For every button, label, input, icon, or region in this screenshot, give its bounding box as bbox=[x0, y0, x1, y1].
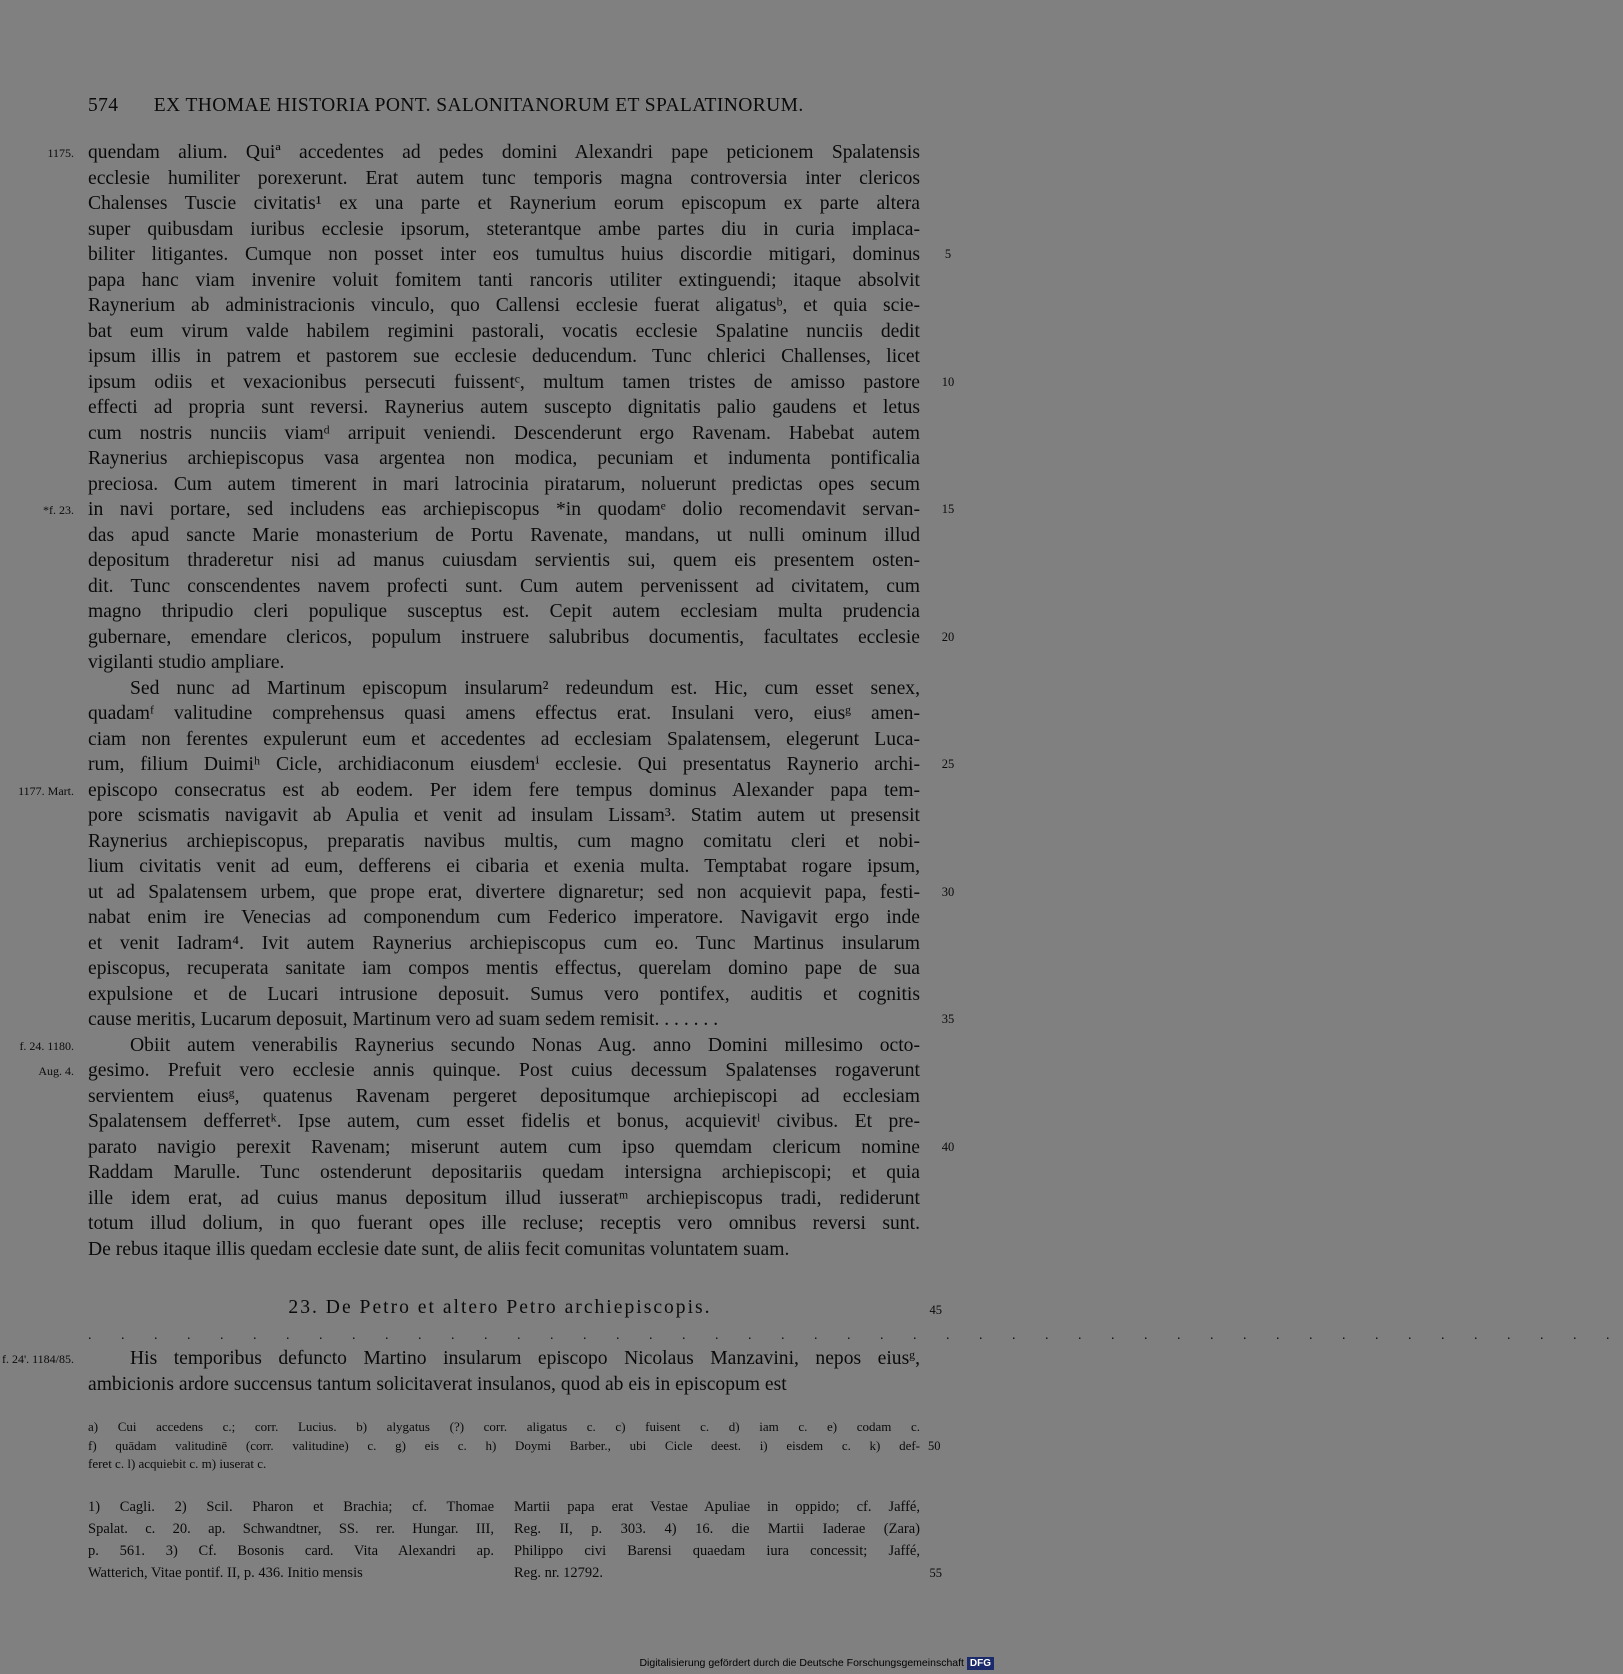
text-line bbox=[88, 268, 920, 294]
line-text: gubernare, emendare clericos, populum instruere salubribus documentis, facultates ecclesie bbox=[88, 626, 920, 648]
text-line bbox=[88, 752, 955, 778]
text-line bbox=[18, 778, 920, 804]
dfg-logo: DFG bbox=[967, 1657, 994, 1670]
line-text: cum nostris nunciis viamᵈ arripuit veniendi. Descenderunt ergo Ravenam. Habebat autem bbox=[88, 422, 920, 444]
critical-apparatus bbox=[88, 1418, 941, 1474]
line-text: rum, filium Duimiʰ Cicle, archidiaconum eiusdemⁱ ecclesie. Qui presentatus Raynerio archi- bbox=[88, 754, 920, 775]
text-line bbox=[88, 1007, 955, 1033]
footnote-line: p. 561. 3) Cf. Bosonis card. Vita Alexandri ap. bbox=[88, 1543, 494, 1559]
text-line bbox=[88, 1135, 955, 1161]
line-text: depositum thraderetur nisi ad manus cuiusdam servientis sui, quem eis presentem osten- bbox=[88, 550, 920, 571]
margin-date: f. 24'. 1184/85. bbox=[1, 1352, 74, 1366]
apparatus-text: a) Cui accedens c.; corr. Lucius. b) alygatus (?) corr. aligatus c. c) fuisent c. d) iam c. e) codam c. bbox=[88, 1419, 920, 1434]
text-line bbox=[88, 1109, 920, 1135]
line-text: ciam non ferentes expulerunt eum et accedentes ad ecclesiam Spalatensem, elegerunt Luca- bbox=[88, 728, 920, 750]
line-number: 40 bbox=[941, 1139, 955, 1154]
text-line bbox=[88, 1160, 920, 1186]
text-line bbox=[88, 1237, 920, 1263]
text-line bbox=[19, 1033, 920, 1059]
page-number: 574 bbox=[88, 95, 119, 116]
line-text: effecti ad propria sunt reversi. Raynerius autem suscepto dignitatis palio gaudens et letus bbox=[88, 397, 920, 418]
text-line bbox=[88, 599, 920, 625]
apparatus-line bbox=[88, 1455, 920, 1474]
footnote-line-number: 55 bbox=[929, 1566, 942, 1580]
line-number: 20 bbox=[941, 629, 955, 644]
line-number: 10 bbox=[941, 374, 955, 389]
text-line bbox=[88, 395, 920, 421]
line-text: biliter litigantes. Cumque non posset inter eos tumultus huius discordie mitigari, dominus bbox=[88, 244, 920, 265]
footnote-line: 1) Cagli. 2) Scil. Pharon et Brachia; cf. Thomae bbox=[88, 1499, 494, 1515]
margin-date: 1177. Mart. bbox=[18, 783, 74, 798]
text-line bbox=[88, 982, 920, 1008]
line-text: nabat enim ire Venecias ad componendum cum Federico imperatore. Navigavit ergo inde bbox=[88, 907, 920, 928]
line-text: Raddam Marulle. Tunc ostenderunt depositariis quedam intersigna archiepiscopi; et quia bbox=[88, 1162, 920, 1183]
ellipsis-dots: . . . . . . . . . . . . . . . . . . . . . . . . . . . . . . . . . . . . . . . . . . . . . . . bbox=[88, 1328, 1623, 1343]
text-line bbox=[88, 701, 920, 727]
line-text: vigilanti studio ampliare. bbox=[88, 652, 285, 673]
line-number: 25 bbox=[941, 757, 955, 771]
line-text: His temporibus defuncto Martino insularum episcopo Nicolaus Manzavini, nepos eiusᵍ, bbox=[130, 1348, 920, 1369]
text-line bbox=[88, 242, 952, 268]
footnote-line: Philippo civi Barensi quaedam iura concessit; Jaffé, bbox=[514, 1543, 920, 1559]
text-line bbox=[88, 931, 920, 957]
section-heading: 23. De Petro et altero Petro archiepiscopis. bbox=[288, 1297, 712, 1318]
text-line bbox=[88, 1372, 920, 1398]
text-line bbox=[88, 829, 920, 855]
text-line bbox=[43, 497, 955, 523]
footnotes-right-column bbox=[514, 1496, 920, 1584]
margin-date: *f. 23. bbox=[43, 503, 74, 517]
text-line bbox=[88, 446, 920, 472]
text-line bbox=[88, 1211, 920, 1237]
apparatus-line bbox=[88, 1437, 941, 1456]
footnote-line: Reg. II, p. 303. 4) 16. die Martii Iaderae (Zara) bbox=[514, 1521, 920, 1537]
margin-date: 1175. bbox=[47, 146, 74, 160]
line-text: parato navigio perexit Ravenam; miserunt autem cum ipso quemdam clericum nomine bbox=[88, 1136, 920, 1158]
line-text: cause meritis, Lucarum deposuit, Martinum vero ad suam sedem remisit. . . . . . . bbox=[88, 1009, 719, 1030]
line-text: totum illud dolium, in quo fuerant opes ille recluse; receptis vero omnibus reversi sunt. bbox=[88, 1213, 920, 1234]
text-line bbox=[88, 854, 920, 880]
line-text: ut ad Spalatensem urbem, que prope erat, divertere dignaretur; sed non acquievit papa, festi- bbox=[88, 881, 920, 903]
line-text: ipsum illis in patrem et pastorem sue ecclesie deducendum. Tunc chlerici Challenses, licet bbox=[88, 346, 920, 367]
margin-date: Aug. 4. bbox=[38, 1064, 74, 1078]
line-text: in navi portare, sed includens eas archiepiscopus *in quodamᵉ dolio recomendavit servan- bbox=[88, 499, 920, 520]
running-title: EX THOMAE HISTORIA PONT. SALONITANORUM ET SPALATINORUM. bbox=[153, 95, 804, 116]
line-number: 30 bbox=[941, 884, 955, 899]
line-text: quendam alium. Quiª accedentes ad pedes domini Alexandri pape peticionem Spalatensis bbox=[88, 142, 920, 163]
line-text: servientem eiusᵍ, quatenus Ravenam pergeret depositumque archiepiscopi ad ecclesiam bbox=[88, 1085, 920, 1107]
text-line bbox=[88, 548, 920, 574]
text-line bbox=[47, 140, 920, 166]
footnotes-left-column bbox=[88, 1496, 494, 1584]
section-line-number: 45 bbox=[929, 1303, 942, 1317]
footnote-line: Watterich, Vitae pontif. II, p. 436. Initio mensis bbox=[88, 1565, 363, 1581]
running-header bbox=[88, 95, 888, 117]
line-text: pore scismatis navigavit ab Apulia et venit ad insulam Lissam³. Statim autem ut presensit bbox=[88, 805, 920, 826]
continuation-text bbox=[1, 1346, 920, 1397]
line-text: Raynerium ab administracionis vinculo, quo Callensi ecclesie fuerat aligatusᵇ, et quia scie- bbox=[88, 295, 920, 316]
line-text: quadamᶠ valitudine comprehensus quasi amens effectus erat. Insulani vero, eiusᵍ amen- bbox=[88, 703, 920, 724]
main-text bbox=[18, 140, 955, 1262]
footnote-line: Reg. nr. 12792. bbox=[514, 1565, 604, 1581]
line-text: episcopus, recuperata sanitate iam compos mentis effectus, querelam domino pape de sua bbox=[88, 958, 920, 979]
footnote-line: Martii papa erat Vestae Apuliae in oppido; cf. Jaffé, bbox=[514, 1499, 920, 1515]
line-text: papa hanc viam invenire voluit fomitem tanti rancoris utiliter extinguendi; itaque absolvit bbox=[88, 269, 920, 291]
line-number: 50 bbox=[928, 1438, 941, 1453]
apparatus-line bbox=[88, 1418, 920, 1437]
text-line bbox=[88, 293, 920, 319]
text-line bbox=[88, 880, 955, 906]
line-text: De rebus itaque illis quedam ecclesie date sunt, de aliis fecit comunitas voluntatem suam. bbox=[88, 1238, 790, 1260]
line-text: dit. Tunc conscendentes navem profecti sunt. Cum autem pervenissent ad civitatem, cum bbox=[88, 575, 920, 597]
digitization-credit bbox=[639, 1657, 994, 1670]
text-line bbox=[88, 319, 920, 345]
text-line bbox=[88, 650, 920, 676]
text-line bbox=[88, 191, 920, 217]
text-line bbox=[88, 803, 920, 829]
line-number: 5 bbox=[944, 247, 952, 261]
line-number: 35 bbox=[941, 1012, 955, 1026]
text-line bbox=[88, 625, 955, 651]
text-line bbox=[1, 1346, 920, 1372]
line-text: expulsione et de Lucari intrusione deposuit. Sumus vero pontifex, auditis et cognitis bbox=[88, 983, 920, 1005]
line-text: super quibusdam iuribus ecclesie ipsorum, steterantque ambe partes diu in curia implaca- bbox=[88, 218, 920, 240]
line-text: ille idem erat, ad cuius manus depositum illud iusseratᵐ archiepiscopus tradi, rediderunt bbox=[88, 1187, 920, 1209]
line-text: Spalatensem defferretᵏ. Ipse autem, cum esset fidelis et bonus, acquievitˡ civibus. Et pre- bbox=[88, 1111, 920, 1132]
text-line bbox=[88, 344, 920, 370]
text-line bbox=[88, 574, 920, 600]
line-text: Raynerius archiepiscopus, preparatis navibus multis, cum magno comitatu cleri et nobi- bbox=[88, 830, 920, 852]
text-line bbox=[88, 523, 920, 549]
line-text: et venit Iadram⁴. Ivit autem Raynerius archiepiscopus cum eo. Tunc Martinus insularum bbox=[88, 932, 920, 954]
line-text: ipsum odiis et vexacionibus persecuti fuissentᶜ, multum tamen tristes de amisso pastore bbox=[88, 371, 920, 393]
line-text: magno thripudio cleri populique susceptus est. Cepit autem ecclesiam multa prudencia bbox=[88, 601, 920, 622]
text-line bbox=[88, 472, 920, 498]
credit-text: Digitalisierung gefördert durch die Deutsche Forschungsgemeinschaft bbox=[639, 1657, 964, 1669]
text-line bbox=[88, 676, 920, 702]
margin-date: f. 24. 1180. bbox=[19, 1038, 74, 1053]
text-line bbox=[88, 421, 920, 447]
text-line bbox=[88, 166, 920, 192]
line-text: Raynerius archiepiscopus vasa argentea non modica, pecuniam et indumenta pontificalia bbox=[88, 448, 920, 469]
line-number: 15 bbox=[941, 502, 955, 516]
apparatus-text: feret c. l) acquiebit c. m) iuserat c. bbox=[88, 1456, 267, 1471]
apparatus-text: f) quādam valitudinē (corr. valitudine) c. g) eis c. h) Doymi Barber., ubi Cicle deest. i) eisdem c. k) def- bbox=[88, 1437, 920, 1453]
text-line bbox=[88, 727, 920, 753]
text-line bbox=[88, 370, 955, 396]
line-text: Sed nunc ad Martinum episcopum insularum² redeundum est. Hic, cum esset senex, bbox=[130, 677, 920, 699]
text-line bbox=[88, 956, 920, 982]
text-line bbox=[88, 1084, 920, 1110]
line-text: preciosa. Cum autem timerent in mari latrocinia piratarum, noluerunt predictas opes secum bbox=[88, 473, 920, 495]
line-text: ecclesie humiliter porexerunt. Erat autem tunc temporis magna controversia inter clericos bbox=[88, 167, 920, 189]
text-line bbox=[88, 1186, 920, 1212]
text-line bbox=[88, 905, 920, 931]
line-text: Chalenses Tuscie civitatis¹ ex una parte et Raynerium eorum episcopum ex parte altera bbox=[88, 193, 920, 214]
text-line bbox=[88, 217, 920, 243]
line-text: bat eum virum valde habilem regimini pastorali, vocatis ecclesie Spalatine nunciis dedit bbox=[88, 320, 920, 342]
line-text: ambicionis ardore succensus tantum solicitaverat insulanos, quod ab eis in episcopum est bbox=[88, 1373, 787, 1395]
line-text: lium civitatis venit ad eum, defferens ei cibaria et exenia multa. Temptabat rogare ipsum, bbox=[88, 856, 920, 877]
line-text: Obiit autem venerabilis Raynerius secundo Nonas Aug. anno Domini millesimo octo- bbox=[130, 1034, 920, 1056]
text-line bbox=[38, 1058, 920, 1084]
footnote-line: Spalat. c. 20. ap. Schwandtner, SS. rer. Hungar. III, bbox=[88, 1521, 494, 1537]
line-text: das apud sancte Marie monasterium de Portu Ravenate, mandans, ut nulli ominum illud bbox=[88, 524, 920, 546]
line-text: episcopo consecratus est ab eodem. Per idem fere tempus dominus Alexander papa tem- bbox=[88, 779, 920, 801]
line-text: gesimo. Prefuit vero ecclesie annis quinque. Post cuius decessum Spalatenses rogaverunt bbox=[88, 1060, 920, 1081]
